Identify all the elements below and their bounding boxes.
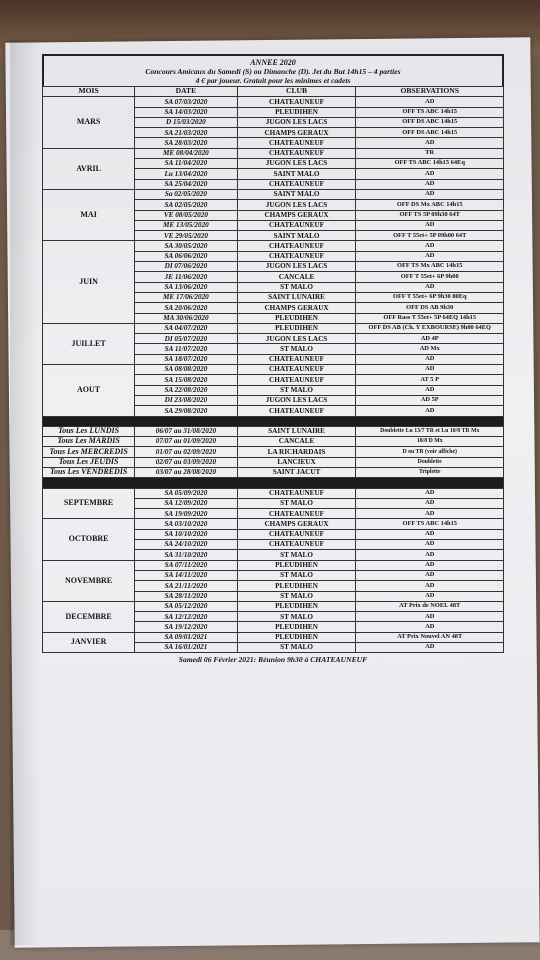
observation-cell: AD 5P bbox=[356, 395, 504, 405]
date-cell: SA 07/03/2020 bbox=[135, 97, 237, 107]
observation-cell: OFF T 55et+ 6P 9h00 bbox=[356, 272, 504, 282]
observation-cell: AT Prix de NOEL 48T bbox=[356, 601, 504, 611]
observation-cell: AD bbox=[356, 365, 504, 375]
date-cell: SA 14/11/2020 bbox=[135, 570, 237, 580]
date-cell: VE 08/05/2020 bbox=[135, 210, 237, 220]
period-cell: 01/07 au 02/09/2020 bbox=[135, 447, 237, 457]
observation-cell: 18/8 D Mx bbox=[356, 437, 504, 447]
period-cell: 03/07 au 28/08/2020 bbox=[135, 467, 237, 477]
club-cell: SAINT MALO bbox=[237, 189, 356, 199]
observation-cell: AD bbox=[356, 354, 504, 364]
date-cell: MA 30/06/2020 bbox=[135, 313, 237, 323]
observation-cell: OFF DS ABC 14h15 bbox=[356, 128, 504, 138]
observation-cell: AD bbox=[356, 406, 504, 416]
month-cell: SEPTEMBRE bbox=[43, 488, 135, 519]
month-cell: AOUT bbox=[43, 365, 135, 416]
observation-cell: OFF TS ABC 14h15 bbox=[356, 107, 504, 117]
club-cell: PLEUDIHEN bbox=[237, 601, 356, 611]
observation-cell: AD Mx bbox=[356, 344, 504, 354]
year-title: ANNEE 2020 bbox=[250, 58, 296, 67]
date-cell: ME 17/06/2020 bbox=[135, 292, 237, 302]
club-cell: ST MALO bbox=[237, 344, 356, 354]
date-cell: DI 23/08/2020 bbox=[135, 395, 237, 405]
observation-cell: AD bbox=[356, 550, 504, 560]
observation-cell: Doublette bbox=[356, 457, 504, 467]
club-cell: JUGON LES LACS bbox=[237, 117, 356, 127]
club-cell: ST MALO bbox=[237, 570, 356, 580]
weekday-cell: Tous Les MERCREDIS bbox=[43, 447, 135, 457]
club-cell: CHAMPS GERAUX bbox=[237, 519, 356, 529]
observation-cell: AD bbox=[356, 591, 504, 601]
club-cell: ST MALO bbox=[237, 612, 356, 622]
weekly-row bbox=[43, 457, 504, 467]
observation-cell: AD bbox=[356, 498, 504, 508]
schedule-document bbox=[42, 54, 504, 664]
club-cell: ST MALO bbox=[237, 282, 356, 292]
observation-cell: AD bbox=[356, 189, 504, 199]
observation-cell: AD bbox=[356, 643, 504, 653]
observation-cell: OFF Rass T 55et+ 5P 64EQ 14h15 bbox=[356, 313, 504, 323]
table-row bbox=[43, 323, 504, 333]
date-cell: SA 25/04/2020 bbox=[135, 179, 237, 189]
observation-cell: AD bbox=[356, 612, 504, 622]
observation-cell: AD bbox=[356, 560, 504, 570]
club-cell: CANCALE bbox=[237, 437, 356, 447]
date-cell: SA 28/11/2020 bbox=[135, 591, 237, 601]
observation-cell: OFF TS 5P 09h30 64T bbox=[356, 210, 504, 220]
date-cell: SA 13/06/2020 bbox=[135, 282, 237, 292]
observation-cell: AD bbox=[356, 97, 504, 107]
club-cell: CHATEAUNEUF bbox=[237, 540, 356, 550]
club-cell: JUGON LES LACS bbox=[237, 334, 356, 344]
table-body bbox=[43, 97, 504, 653]
observation-cell: AD bbox=[356, 220, 504, 230]
observation-cell: AD bbox=[356, 570, 504, 580]
month-cell: DECEMBRE bbox=[43, 601, 135, 632]
observation-cell: OFF DS AB (Ch. Y EXBOURSE) 9h00 64EQ bbox=[356, 323, 504, 333]
date-cell: SA 21/11/2020 bbox=[135, 581, 237, 591]
observation-cell: AD bbox=[356, 251, 504, 261]
date-cell: SA 15/08/2020 bbox=[135, 375, 237, 385]
date-cell: SA 16/01/2021 bbox=[135, 643, 237, 653]
date-cell: Sa 02/05/2020 bbox=[135, 189, 237, 199]
col-header-club: CLUB bbox=[237, 87, 356, 97]
footer-note: Samedi 06 Février 2021: Réunion 9h30 à CHATEAUNEUF bbox=[178, 655, 368, 665]
table-row bbox=[43, 365, 504, 375]
club-cell: CHAMPS GERAUX bbox=[237, 210, 356, 220]
club-cell: ST MALO bbox=[237, 591, 356, 601]
weekly-row bbox=[43, 447, 504, 457]
table-row bbox=[43, 241, 504, 251]
weekly-row bbox=[43, 437, 504, 447]
observation-cell: AD bbox=[356, 241, 504, 251]
date-cell: SA 24/10/2020 bbox=[135, 540, 237, 550]
date-cell: SA 14/03/2020 bbox=[135, 107, 237, 117]
club-cell: ST MALO bbox=[237, 643, 356, 653]
observation-cell: AD bbox=[356, 488, 504, 498]
club-cell: CHATEAUNEUF bbox=[237, 488, 356, 498]
date-cell: SA 05/12/2020 bbox=[135, 601, 237, 611]
observation-cell: D ou TR (voir affiche) bbox=[356, 447, 504, 457]
weekday-cell: Tous Les LUNDIS bbox=[43, 426, 135, 436]
date-cell: D 15/03/2020 bbox=[135, 117, 237, 127]
weekday-cell: Tous Les MARDIS bbox=[43, 437, 135, 447]
observation-cell: AD 4P bbox=[356, 334, 504, 344]
club-cell: PLEUDIHEN bbox=[237, 560, 356, 570]
date-cell: SA 03/10/2020 bbox=[135, 519, 237, 529]
observation-cell: TR bbox=[356, 148, 504, 158]
table-header-row bbox=[43, 87, 504, 97]
table-row bbox=[43, 189, 504, 199]
observation-cell: OFF TS ABC 14h15 bbox=[356, 519, 504, 529]
observation-cell: AD bbox=[356, 169, 504, 179]
club-cell: SAINT LUNAIRE bbox=[237, 426, 356, 436]
date-cell: SA 22/08/2020 bbox=[135, 385, 237, 395]
date-cell: SA 29/08/2020 bbox=[135, 406, 237, 416]
date-cell: DI 05/07/2020 bbox=[135, 334, 237, 344]
date-cell: SA 02/05/2020 bbox=[135, 200, 237, 210]
date-cell: SA 19/12/2020 bbox=[135, 622, 237, 632]
club-cell: CANCALE bbox=[237, 272, 356, 282]
observation-cell: AT Prix Nouvel AN 48T bbox=[356, 632, 504, 642]
observation-cell: AD bbox=[356, 581, 504, 591]
observation-cell: Triplette bbox=[356, 467, 504, 477]
club-cell: PLEUDIHEN bbox=[237, 581, 356, 591]
club-cell: JUGON LES LACS bbox=[237, 200, 356, 210]
club-cell: SAINT MALO bbox=[237, 231, 356, 241]
date-cell: SA 19/09/2020 bbox=[135, 509, 237, 519]
observation-cell: AD bbox=[356, 540, 504, 550]
observation-cell: OFF DS ABC 14h15 bbox=[356, 117, 504, 127]
club-cell: JUGON LES LACS bbox=[237, 262, 356, 272]
club-cell: ST MALO bbox=[237, 550, 356, 560]
date-cell: ME 13/05/2020 bbox=[135, 220, 237, 230]
club-cell: ST MALO bbox=[237, 385, 356, 395]
observation-cell: OFF TS ABC 14h15 64Eq bbox=[356, 159, 504, 169]
date-cell: SA 30/05/2020 bbox=[135, 241, 237, 251]
club-cell: PLEUDIHEN bbox=[237, 622, 356, 632]
date-cell: JE 11/06/2020 bbox=[135, 272, 237, 282]
date-cell: SA 11/07/2020 bbox=[135, 344, 237, 354]
header-line-1: Concours Amicaux du Samedi (S) ou Dimanche (D). Jet du But 14h15 – 4 parties bbox=[145, 67, 401, 76]
observation-cell: AD bbox=[356, 282, 504, 292]
weekday-cell: Tous Les JEUDIS bbox=[43, 457, 135, 467]
club-cell: PLEUDIHEN bbox=[237, 632, 356, 642]
month-cell: JANVIER bbox=[43, 632, 135, 653]
date-cell: SA 18/07/2020 bbox=[135, 354, 237, 364]
month-cell: MAI bbox=[43, 189, 135, 240]
table-row bbox=[43, 148, 504, 158]
observation-cell: AD bbox=[356, 179, 504, 189]
club-cell: LA RICHARDAIS bbox=[237, 447, 356, 457]
month-cell: NOVEMBRE bbox=[43, 560, 135, 601]
observation-cell: OFF TS Mx ABC 14h15 bbox=[356, 262, 504, 272]
month-cell: JUILLET bbox=[43, 323, 135, 364]
observation-cell: AD bbox=[356, 509, 504, 519]
document-header bbox=[42, 54, 504, 86]
club-cell: CHATEAUNEUF bbox=[237, 375, 356, 385]
club-cell: CHATEAUNEUF bbox=[237, 509, 356, 519]
club-cell: CHATEAUNEUF bbox=[237, 220, 356, 230]
club-cell: CHATEAUNEUF bbox=[237, 354, 356, 364]
club-cell: SAINT LUNAIRE bbox=[237, 292, 356, 302]
club-cell: CHAMPS GERAUX bbox=[237, 303, 356, 313]
date-cell: VE 29/05/2020 bbox=[135, 231, 237, 241]
club-cell: CHATEAUNEUF bbox=[237, 365, 356, 375]
club-cell: CHATEAUNEUF bbox=[237, 138, 356, 148]
club-cell: PLEUDIHEN bbox=[237, 107, 356, 117]
date-cell: SA 28/03/2020 bbox=[135, 138, 237, 148]
col-header-date: DATE bbox=[135, 87, 237, 97]
date-cell: DI 07/06/2020 bbox=[135, 262, 237, 272]
date-cell: SA 06/06/2020 bbox=[135, 251, 237, 261]
date-cell: SA 04/07/2020 bbox=[135, 323, 237, 333]
club-cell: SAINT JACUT bbox=[237, 467, 356, 477]
observation-cell: AD bbox=[356, 529, 504, 539]
date-cell: SA 10/10/2020 bbox=[135, 529, 237, 539]
month-cell: JUIN bbox=[43, 241, 135, 323]
date-cell: SA 08/08/2020 bbox=[135, 365, 237, 375]
observation-cell: AT 5 P bbox=[356, 375, 504, 385]
date-cell: SA 05/09/2020 bbox=[135, 488, 237, 498]
date-cell: Lu 13/04/2020 bbox=[135, 169, 237, 179]
weekday-cell: Tous Les VENDREDIS bbox=[43, 467, 135, 477]
weekly-row bbox=[43, 426, 504, 436]
date-cell: SA 31/10/2020 bbox=[135, 550, 237, 560]
table-row bbox=[43, 632, 504, 642]
header-line-2: 4 € par joueur. Gratuit pour les minimes et cadets bbox=[195, 76, 351, 85]
date-cell: SA 11/04/2020 bbox=[135, 159, 237, 169]
club-cell: CHATEAUNEUF bbox=[237, 251, 356, 261]
club-cell: ST MALO bbox=[237, 498, 356, 508]
date-cell: SA 20/06/2020 bbox=[135, 303, 237, 313]
club-cell: CHATEAUNEUF bbox=[237, 406, 356, 416]
table-row bbox=[43, 97, 504, 107]
club-cell: LANCIEUX bbox=[237, 457, 356, 467]
club-cell: SAINT MALO bbox=[237, 169, 356, 179]
table-row bbox=[43, 560, 504, 570]
month-cell: AVRIL bbox=[43, 148, 135, 189]
date-cell: SA 12/09/2020 bbox=[135, 498, 237, 508]
period-cell: 06/07 au 31/08/2020 bbox=[135, 426, 237, 436]
observation-cell: AD bbox=[356, 622, 504, 632]
period-cell: 02/07 au 03/09/2020 bbox=[135, 457, 237, 467]
table-row bbox=[43, 519, 504, 529]
observation-cell: OFF T 55et+ 6P 9h30 80Eq bbox=[356, 292, 504, 302]
club-cell: PLEUDIHEN bbox=[237, 313, 356, 323]
separator-band bbox=[43, 416, 504, 426]
club-cell: JUGON LES LACS bbox=[237, 395, 356, 405]
observation-cell: AD bbox=[356, 385, 504, 395]
date-cell: ME 08/04/2020 bbox=[135, 148, 237, 158]
table-row bbox=[43, 488, 504, 498]
date-cell: SA 12/12/2020 bbox=[135, 612, 237, 622]
weekly-row bbox=[43, 467, 504, 477]
date-cell: SA 07/11/2020 bbox=[135, 560, 237, 570]
club-cell: JUGON LES LACS bbox=[237, 159, 356, 169]
club-cell: CHATEAUNEUF bbox=[237, 529, 356, 539]
club-cell: CHATEAUNEUF bbox=[237, 241, 356, 251]
observation-cell: OFF DS AB 9h30 bbox=[356, 303, 504, 313]
observation-cell: OFF T 55et+ 5P 09h00 64T bbox=[356, 231, 504, 241]
month-cell: OCTOBRE bbox=[43, 519, 135, 560]
club-cell: CHATEAUNEUF bbox=[237, 97, 356, 107]
club-cell: PLEUDIHEN bbox=[237, 323, 356, 333]
col-header-observations: OBSERVATIONS bbox=[356, 87, 504, 97]
table-row bbox=[43, 601, 504, 611]
date-cell: SA 21/03/2020 bbox=[135, 128, 237, 138]
observation-cell: AD bbox=[356, 138, 504, 148]
month-cell: MARS bbox=[43, 97, 135, 148]
schedule-table bbox=[42, 86, 504, 653]
club-cell: CHATEAUNEUF bbox=[237, 179, 356, 189]
observation-cell: OFF DS Mx ABC 14h15 bbox=[356, 200, 504, 210]
date-cell: SA 09/01/2021 bbox=[135, 632, 237, 642]
observation-cell: Doublette Lu 13/7 TR et Lu 10/8 TR Mx bbox=[356, 426, 504, 436]
club-cell: CHAMPS GERAUX bbox=[237, 128, 356, 138]
col-header-mois: MOIS bbox=[43, 87, 135, 97]
club-cell: CHATEAUNEUF bbox=[237, 148, 356, 158]
period-cell: 07/07 au 01/09/2020 bbox=[135, 437, 237, 447]
separator-band bbox=[43, 478, 504, 488]
